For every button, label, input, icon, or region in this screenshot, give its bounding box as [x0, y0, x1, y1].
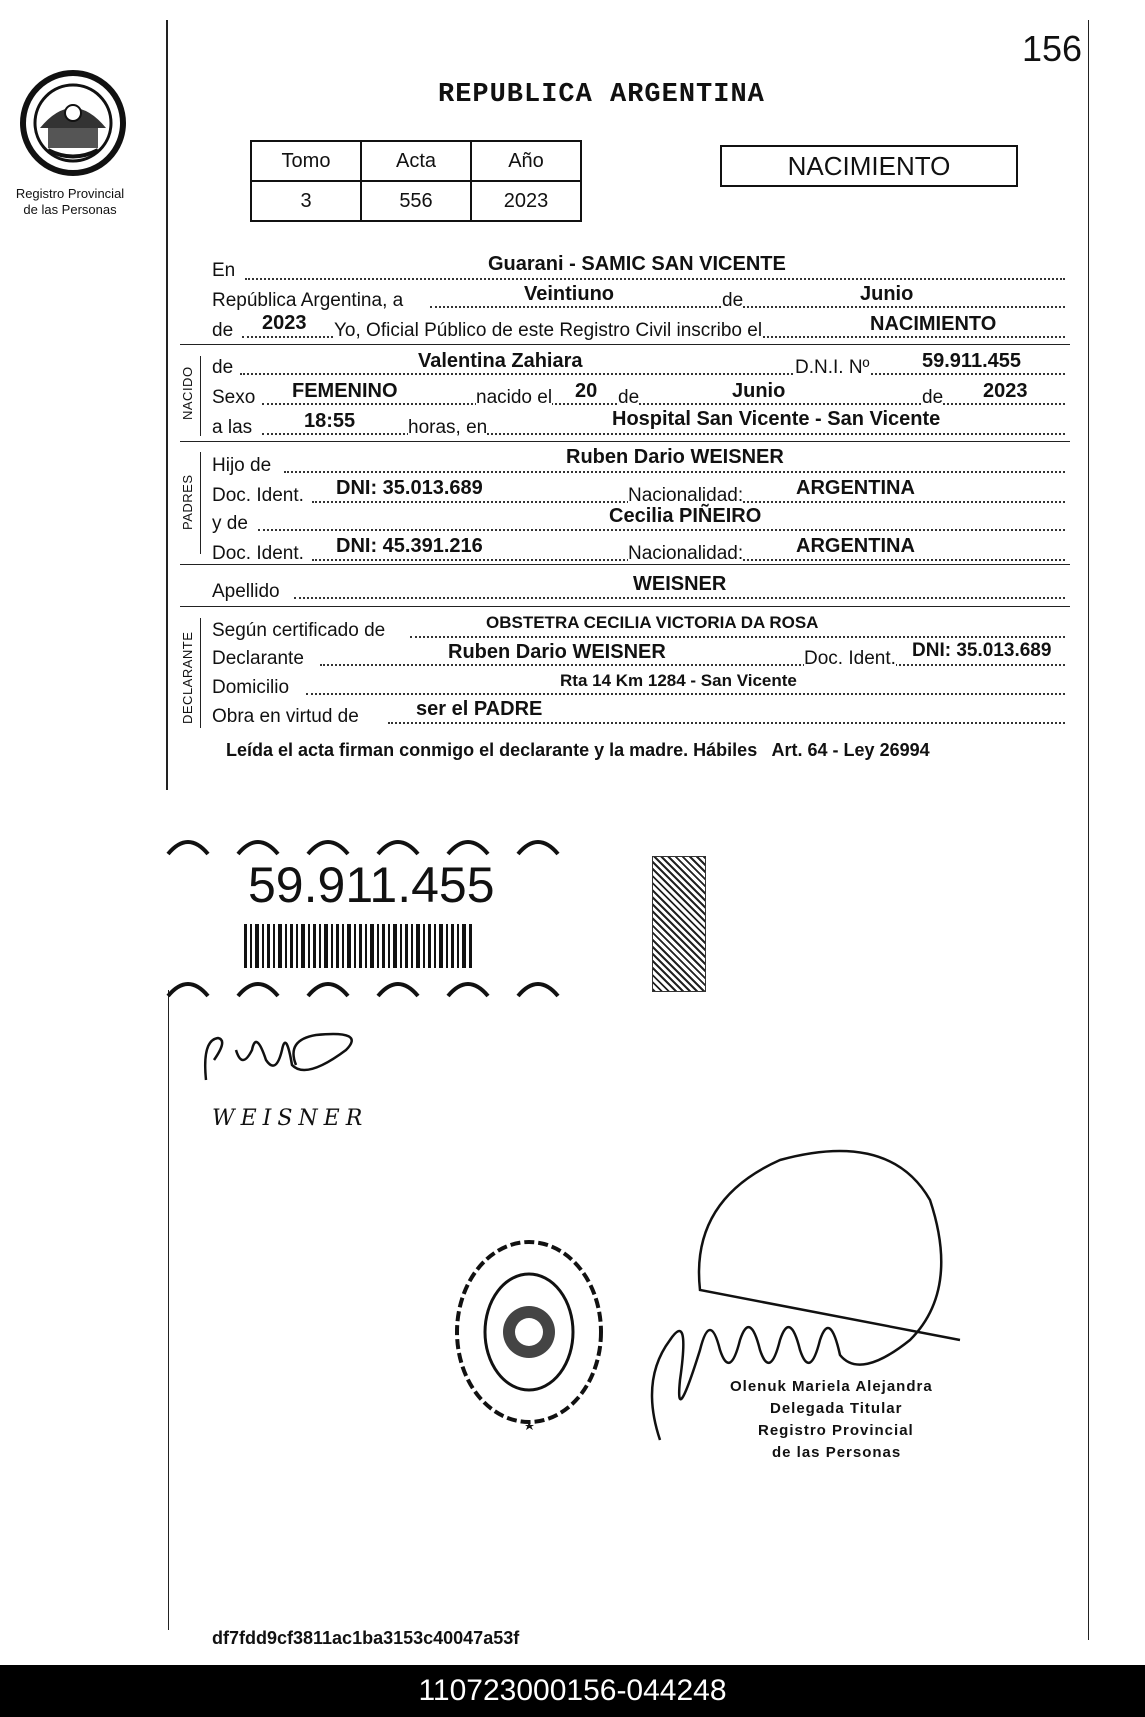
section-bar-declarante [200, 618, 201, 728]
label-hijo-de: Hijo de [212, 455, 272, 476]
label-nacionalidad-madre: Nacionalidad: [628, 543, 744, 564]
header-anio: Año [471, 141, 581, 181]
label-yo: Yo, Oficial Público de este Registro Civil inscribo el [334, 320, 763, 341]
dots [240, 373, 1065, 375]
security-mark [652, 856, 706, 992]
dots [258, 529, 1065, 531]
value-declarante: Ruben Dario WEISNER [448, 641, 666, 663]
header-tomo: Tomo [251, 141, 361, 181]
value-certificado: OBSTETRA CECILIA VICTORIA DA ROSA [486, 613, 819, 632]
value-anio-registro: 2023 [262, 312, 307, 334]
value-mes-nacimiento: Junio [732, 380, 786, 402]
section-label-nacido: NACIDO [180, 366, 195, 420]
divider [180, 564, 1070, 565]
value-dia-nacimiento: 20 [575, 380, 598, 402]
value-domicilio: Rta 14 Km 1284 - San Vicente [560, 671, 797, 690]
label-segun-certificado: Según certificado de [212, 620, 386, 641]
label-y-de: y de [212, 513, 248, 534]
value-dni: 59.911.455 [922, 350, 1021, 372]
page-number: 156 [1022, 28, 1083, 69]
value-mes-registro: Junio [860, 283, 914, 305]
value-lugar: Guarani - SAMIC SAN VICENTE [488, 253, 786, 275]
official-org-line-1: Registro Provincial [758, 1422, 914, 1439]
divider [180, 441, 1070, 442]
divider [180, 606, 1070, 607]
label-domicilio: Domicilio [212, 677, 290, 698]
value-dia-letras: Veintiuno [524, 283, 614, 305]
dots [410, 636, 1065, 638]
value-madre: Cecilia PIÑEIRO [609, 505, 762, 527]
declarant-signature [196, 1020, 376, 1090]
label-nacido-el: nacido el [476, 387, 553, 408]
dots [306, 693, 1065, 695]
document-type-box: NACIMIENTO [720, 145, 1018, 187]
dots [430, 306, 1065, 308]
value-anio-nacimiento: 2023 [983, 380, 1028, 402]
value-padre-nacionalidad: ARGENTINA [796, 477, 915, 499]
value-hora: 18:55 [304, 410, 356, 432]
footer-code: 110723000156-044248 [0, 1665, 1145, 1717]
closing-note: Leída el acta firman conmigo el declarante y la madre. Hábiles Art. 64 - Ley 26994 [226, 740, 930, 760]
value-madre-doc: DNI: 45.391.216 [336, 535, 483, 557]
value-anio: 2023 [471, 181, 581, 221]
value-nombre: Valentina Zahiara [418, 350, 583, 372]
section-label-declarante: DECLARANTE [180, 631, 195, 724]
registry-table [250, 140, 582, 222]
value-sexo: FEMENINO [292, 380, 398, 402]
label-obra: Obra en virtud de [212, 706, 359, 727]
value-apellido: WEISNER [633, 573, 727, 595]
label-de-nombre: de [212, 357, 234, 378]
section-label-padres: PADRES [180, 474, 195, 530]
dots [262, 433, 1065, 435]
label-sexo: Sexo [212, 387, 256, 408]
official-org-line-2: de las Personas [772, 1444, 902, 1461]
label-de-mes-nac: de [618, 387, 640, 408]
label-de-anio-nac: de [922, 387, 944, 408]
label-de-mes: de [722, 290, 744, 311]
dots [284, 471, 1065, 473]
value-madre-nacionalidad: ARGENTINA [796, 535, 915, 557]
dots [388, 722, 1065, 724]
official-name: Olenuk Mariela Alejandra [730, 1378, 933, 1395]
section-bar-padres [200, 452, 201, 554]
sticker-number: 59.911.455 [248, 857, 495, 913]
value-tomo: 3 [251, 181, 361, 221]
value-obra: ser el PADRE [416, 698, 543, 720]
value-acta: 556 [361, 181, 471, 221]
value-padre: Ruben Dario WEISNER [566, 446, 784, 468]
official-seal [444, 1232, 614, 1432]
section-bar-nacido [200, 356, 201, 436]
value-acto: NACIMIENTO [870, 313, 997, 335]
declarant-signature-name: WEISNER [212, 1106, 369, 1131]
document-title: REPUBLICA ARGENTINA [438, 80, 765, 110]
label-a-las: a las [212, 417, 253, 438]
label-en: En [212, 260, 236, 281]
right-margin-line [1088, 20, 1089, 1640]
label-doc-ident-declarante: Doc. Ident. [804, 648, 896, 669]
document-hash: df7fdd9cf3811ac1ba3153c40047a53f [212, 1628, 520, 1648]
dots [262, 403, 1065, 405]
official-role: Delegada Titular [770, 1400, 903, 1417]
dots [320, 664, 1065, 666]
province-logo [18, 68, 128, 178]
header-acta: Acta [361, 141, 471, 181]
left-margin-line [166, 20, 168, 790]
dots [294, 597, 1065, 599]
label-doc-ident-madre: Doc. Ident. [212, 543, 304, 564]
org-line-1: Registro Provincial [15, 186, 125, 201]
label-horas-en: horas, en [408, 417, 488, 438]
value-declarante-doc: DNI: 35.013.689 [912, 640, 1052, 661]
label-republica: República Argentina, a [212, 290, 404, 311]
value-lugar-nacimiento: Hospital San Vicente - San Vicente [612, 408, 941, 430]
dots [245, 278, 1065, 280]
label-doc-ident-padre: Doc. Ident. [212, 485, 304, 506]
label-de-anio: de [212, 320, 234, 341]
label-apellido: Apellido [212, 581, 280, 602]
org-line-2: de las Personas [23, 202, 117, 217]
divider [180, 344, 1070, 345]
label-dni: D.N.I. Nº [795, 357, 870, 378]
label-nacionalidad-padre: Nacionalidad: [628, 485, 744, 506]
label-declarante: Declarante [212, 648, 304, 669]
left-margin-line-lower [168, 990, 169, 1630]
value-padre-doc: DNI: 35.013.689 [336, 477, 483, 499]
